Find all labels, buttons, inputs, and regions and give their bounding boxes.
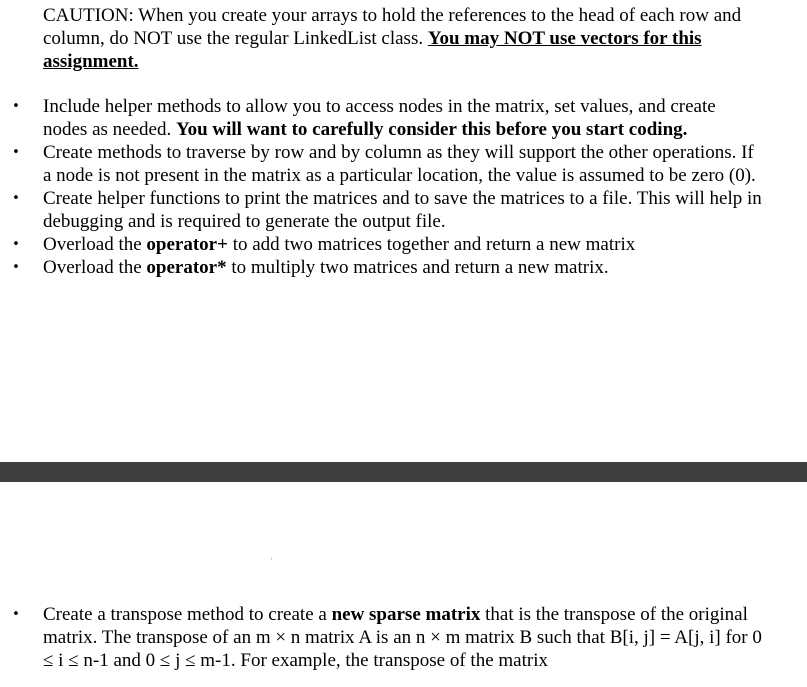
page-break-divider [0,462,807,482]
list-item [0,187,763,233]
list-item [0,603,763,672]
list-item-text: that is the transpose of the original matrix. The transpose of an m × n matrix A is an n × m matrix B such that B[i, j] = A[j, i] for 0 ≤ i ≤ n-1 and 0 ≤ j ≤ m-1. For example, the transpose of the matrix [43,604,762,671]
list-item-text: Create methods to traverse by row and by column as they will support the other operations. If a node is not present in the matrix as a particular location, the value is assumed to be zero (0). [43,142,756,186]
bullet-icon: • [12,191,20,206]
list-item-text: Include helper methods to allow you to access nodes in the matrix, set values, and create nodes as needed. [43,96,716,140]
bullet-icon: • [12,145,20,160]
requirements-list-continued [0,603,807,672]
bullet-icon: • [12,260,20,275]
bullet-icon: • [12,607,20,622]
list-item-bold: You will want to carefully consider this before you start coding. [175,119,688,140]
caution-bold-underlined: You may NOT use vectors for this assignment. [43,28,702,72]
list-item [0,233,763,256]
caution-text: CAUTION: When you create your arrays to hold the references to the head of each row and column, do NOT use the regular LinkedList class. [43,5,742,49]
list-item [0,141,763,187]
list-item-text: to add two matrices together and return a new matrix [227,234,636,255]
bullet-icon: • [12,99,20,114]
list-item-text: Create helper functions to print the matrices and to save the matrices to a file. This will help in debugging and is required to generate the output file. [43,188,762,232]
faint-mark [271,557,272,560]
list-item-text: Overload the [43,257,147,278]
list-item-text: to multiply two matrices and return a new matrix. [226,257,609,278]
list-item-bold: new sparse matrix [331,604,481,625]
list-item [0,95,763,141]
list-item-text: Overload the [43,234,147,255]
list-item-bold: operator+ [146,234,228,255]
caution-paragraph [43,4,783,73]
requirements-list [0,95,807,279]
bullet-icon: • [12,237,20,252]
list-item [0,256,763,279]
list-item-text: Create a transpose method to create a [43,604,332,625]
list-item-bold: operator* [146,257,227,278]
